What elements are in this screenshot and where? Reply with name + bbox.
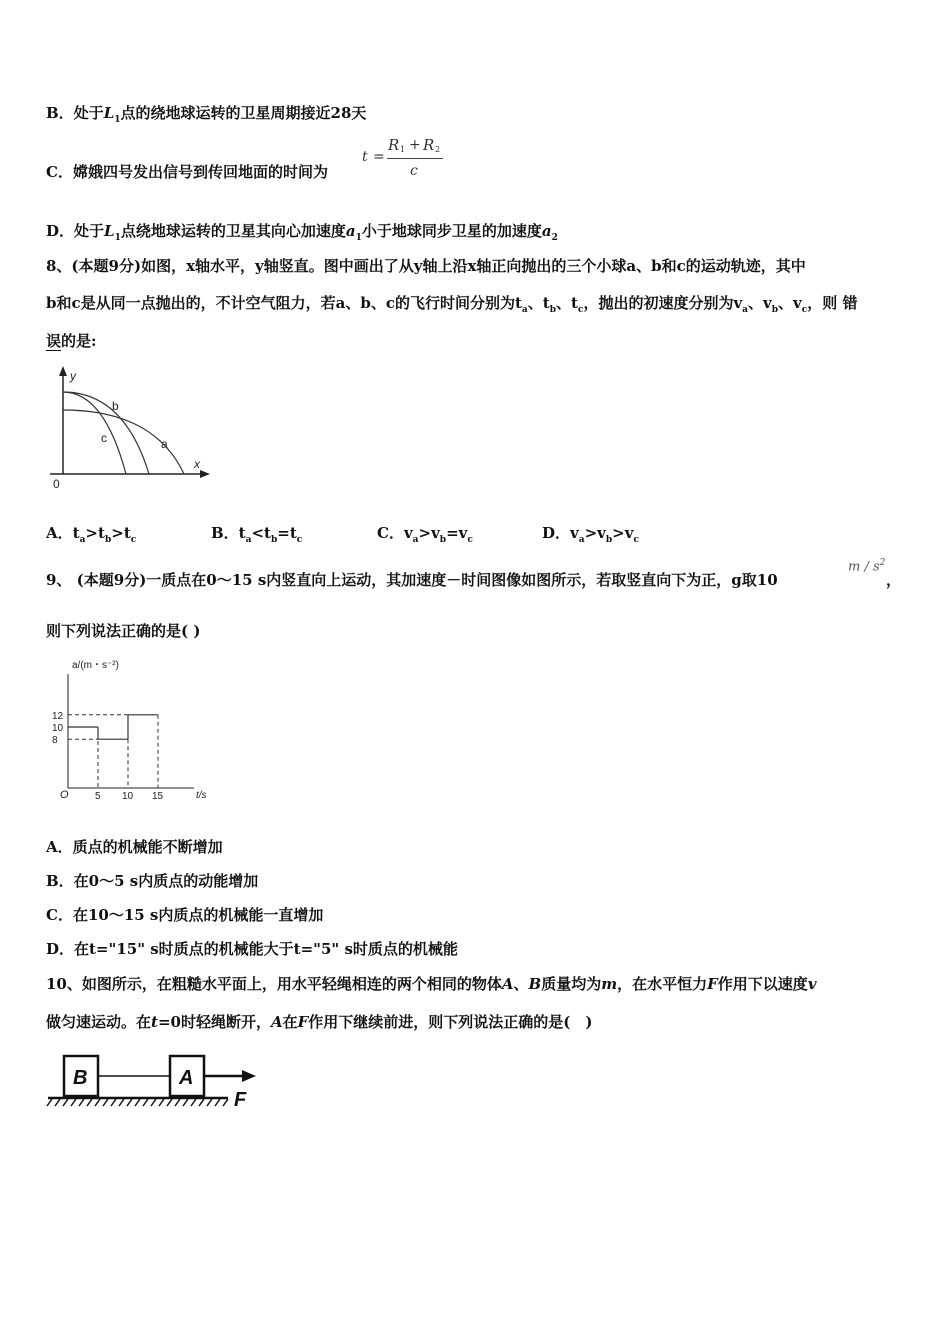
q9-acceleration-graph [44,656,216,804]
q7-formula: t = R 1 + R 2 c [360,136,450,186]
q8-stem-line3: 误的是: [46,332,97,350]
q8-stem-line2: b和c是从同一点抛出的，不计空气阻力，若a、b、c的飞行时间分别为$t_a$、$t_b$、$t_c$，抛出的初速度分别为$v_a$、$v_b$、$v_c$，则 错 [46,294,858,315]
q8-option-d: D．$v_a>v_b>v_c$ [542,524,639,545]
q9-y-tick: 12 [52,710,64,722]
q10-block-b-label: B [73,1067,88,1089]
q9-x-tick: 15 [152,791,164,802]
q9-x-tick: 5 [95,791,101,802]
q7-option-c: C．嫦娥四号发出信号到传回地面的时间为 [46,163,328,181]
q9-stem-line1: 9、 (本题9分)一质点在0～15 s内竖直向上运动，其加速度－时间图像如图所示，若取竖直向下为正，g取10 [46,571,778,589]
q8-x-label: x [194,457,200,471]
q8-curve-c-label: c [101,431,107,445]
q9-unit: m / $s^2$ [848,558,886,575]
q10-ground-hatching [47,1099,228,1106]
q7-option-d: D．处于$L_1$点绕地球运转的卫星其向心加速度$a_1$小于地球同步卫星的加速度$a_2$ [46,222,558,243]
q9-x-tick: 10 [122,791,134,802]
q10-blocks-figure [44,1042,264,1112]
q9-stem-comma: ， [886,571,902,589]
q8-stem-line1: 8、(本题9分)如图，x轴水平，y轴竖直。图中画出了从y轴上沿x轴正向抛出的三个小球a、b和c的运动轨迹，其中 [46,257,806,275]
q9-option-c: C．在10～15 s内质点的机械能一直增加 [46,906,324,924]
q9-option-d: D．在t="15" s时质点的机械能大于t="5" s时质点的机械能 [46,940,458,958]
q8-option-c: C．$v_a>v_b=v_c$ [377,524,473,545]
q8-option-b: B．$t_a<t_b=t_c$ [211,524,303,545]
q8-x-arrow [200,470,210,478]
q10-force-arrow-icon [242,1070,256,1082]
q9-origin-label: O [60,789,69,801]
q8-curve-b-label: b [112,399,119,413]
q10-stem-line1: 10、如图所示，在粗糙水平面上，用水平轻绳相连的两个相同的物体A、B质量均为m，在水平恒力F作用下以速度v [46,975,817,993]
q8-y-arrow [59,366,67,376]
q9-x-label: t/s [196,790,207,801]
q9-y-label: a/(m・s⁻²) [72,660,119,671]
q9-y-tick: 10 [52,723,64,734]
q8-curve-a-label: a [161,437,168,451]
q10-force-label: F [234,1089,247,1111]
q9-option-a: A．质点的机械能不断增加 [46,838,223,856]
q10-stem-line2: 做匀速运动。在t=0时轻绳断开，A在F作用下继续前进，则下列说法正确的是( ) [46,1013,593,1031]
q8-origin-label: 0 [53,477,60,491]
q8-trajectory-graph [44,362,216,492]
q7-option-b: B．处于$L_1$点的绕地球运转的卫星周期接近28天 [46,104,367,125]
q10-block-a-label: A [179,1067,194,1089]
q9-y-tick: 8 [52,735,58,747]
q8-option-a: A．$t_a>t_b>t_c$ [46,524,137,545]
q8-y-label: y [70,369,76,383]
q9-stem-line2: 则下列说法正确的是( ) [46,622,201,640]
q9-option-b: B．在0～5 s内质点的动能增加 [46,872,259,890]
